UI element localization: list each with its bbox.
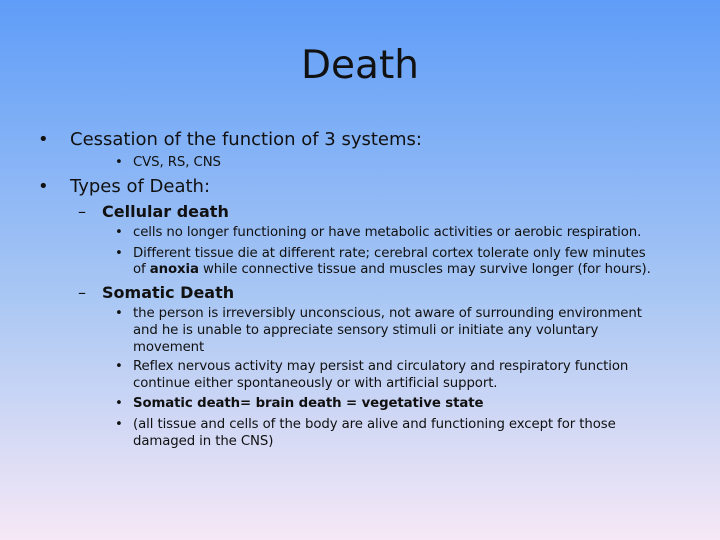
slide-title: Death bbox=[301, 43, 419, 88]
bullet-dot: • bbox=[115, 306, 123, 321]
bullet-dot: • bbox=[115, 246, 123, 261]
bullet-dot: • bbox=[38, 176, 49, 197]
text-run: of bbox=[133, 262, 150, 277]
somatic-point-1-line-2: and he is unable to appreciate sensory stimuli or initiate any voluntary bbox=[133, 323, 599, 338]
cellular-point-2-line-2 bbox=[133, 262, 651, 277]
bullet-dot: • bbox=[38, 129, 49, 150]
cellular-point-2-line-1: Different tissue die at different rate; cerebral cortex tolerate only few minutes bbox=[133, 246, 646, 261]
bullet-types: Types of Death: bbox=[70, 176, 211, 197]
somatic-point-4-line-2: damaged in the CNS) bbox=[133, 434, 274, 449]
somatic-death-heading: Somatic Death bbox=[102, 283, 235, 302]
anoxia-term: anoxia bbox=[149, 262, 199, 277]
bullet-dot: • bbox=[115, 155, 123, 170]
bullet-dash: – bbox=[78, 283, 86, 302]
somatic-point-4-line-1: (all tissue and cells of the body are alive and functioning except for those bbox=[133, 417, 616, 432]
bullet-dot: • bbox=[115, 396, 123, 411]
bullet-systems: CVS, RS, CNS bbox=[133, 155, 221, 170]
somatic-point-3: Somatic death= brain death = vegetative state bbox=[133, 396, 484, 411]
bullet-dash: – bbox=[78, 202, 86, 221]
bullet-dot: • bbox=[115, 417, 123, 432]
text-run: while connective tissue and muscles may survive longer (for hours). bbox=[198, 262, 651, 277]
cellular-death-heading: Cellular death bbox=[102, 202, 229, 221]
somatic-point-1-line-3: movement bbox=[133, 340, 205, 355]
cellular-point-1: cells no longer functioning or have metabolic activities or aerobic respiration. bbox=[133, 225, 642, 240]
bullet-cessation: Cessation of the function of 3 systems: bbox=[70, 129, 422, 150]
somatic-point-2-line-1: Reflex nervous activity may persist and circulatory and respiratory function bbox=[133, 359, 629, 374]
somatic-point-1-line-1: the person is irreversibly unconscious, not aware of surrounding environment bbox=[133, 306, 642, 321]
somatic-point-2-line-2: continue either spontaneously or with artificial support. bbox=[133, 376, 498, 391]
bullet-dot: • bbox=[115, 359, 123, 374]
bullet-dot: • bbox=[115, 225, 123, 240]
